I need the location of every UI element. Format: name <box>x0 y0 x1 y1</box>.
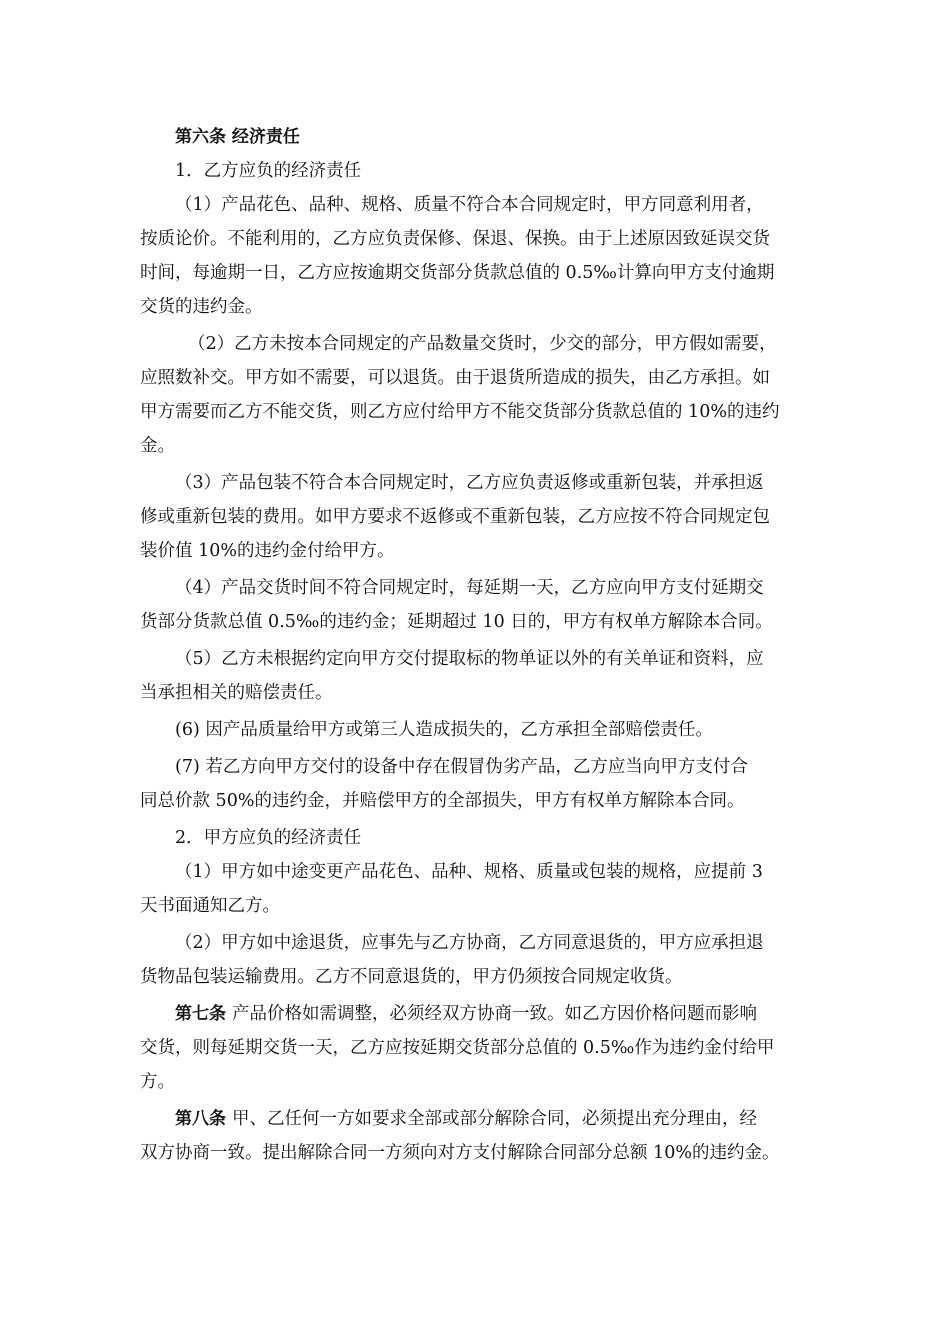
article7: 第七条 产品价格如需调整，必须经双方协商一致。如乙方因价格问题而影响 交货，则每延期交货一天，乙方应按延期交货部分总值的 0.5‰作为违约金付给甲 方。 <box>140 1004 775 1092</box>
article8-heading: 第八条 <box>175 1109 226 1129</box>
clause-1-6: (6) 因产品质量给甲方或第三人造成损失的，乙方承担全部赔偿责任。 <box>175 720 713 740</box>
section1-heading: 1．乙方应负的经济责任 <box>175 161 362 181</box>
clause-1-1: （1）产品花色、品种、规格、质量不符合本合同规定时，甲方同意利用者， 按质论价。不能利用的，乙方应负责保修、保退、保换。由于上述原因致延误交货 时间，每逾期一日，乙方应按逾期交货部分货款总值的 0.5‰计算向甲方支付逾期 交货的违约金。 <box>140 195 775 317</box>
clause-1-7: (7) 若乙方向甲方交付的设备中存在假冒伪劣产品，乙方应当向甲方支付合 同总价款 50%的违约金，并赔偿甲方的全部损失，甲方有权单方解除本合同。 <box>140 757 748 811</box>
clause-1-3: （3）产品包装不符合本合同规定时，乙方应负责返修或重新包装，并承担返 修或重新包装的费用。如甲方要求不返修或不重新包装，乙方应按不符合同规定包 装价值 10%的违约金付给甲方。 <box>140 473 770 561</box>
article6-heading: 第六条 经济责任 <box>175 127 300 147</box>
clause-1-2: （2）乙方未按本合同规定的产品数量交货时，少交的部分，甲方假如需要， 应照数补交。甲方如不需要，可以退货。由于退货所造成的损失，由乙方承担。如 甲方需要而乙方不能交货，则乙方应付给甲方不能交货部分货款总值的 10%的违约 金。 <box>140 334 780 456</box>
document-page <box>140 120 840 1173</box>
clause-1-4: （4）产品交货时间不符合同规定时，每延期一天，乙方应向甲方支付延期交 货部分货款总值 0.5‰的违约金；延期超过 10 日的，甲方有权单方解除本合同。 <box>140 578 773 632</box>
article8: 第八条 甲、乙任何一方如要求全部或部分解除合同，必须提出充分理由，经 双方协商一致。提出解除合同一方须向对方支付解除合同部分总额 10%的违约金。 <box>140 1109 780 1163</box>
clause-1-5: （5）乙方未根据约定向甲方交付提取标的物单证以外的有关单证和资料，应 当承担相关的赔偿责任。 <box>140 649 764 703</box>
clause-2-2: （2）甲方如中途退货，应事先与乙方协商，乙方同意退货的，甲方应承担退 货物品包装运输费用。乙方不同意退货的，甲方仍须按合同规定收货。 <box>140 933 764 987</box>
article7-heading: 第七条 <box>175 1004 226 1024</box>
section2-heading: 2．甲方应负的经济责任 <box>175 828 362 848</box>
clause-2-1: （1）甲方如中途变更产品花色、品种、规格、质量或包装的规格，应提前 3 天书面通知乙方。 <box>140 862 763 916</box>
